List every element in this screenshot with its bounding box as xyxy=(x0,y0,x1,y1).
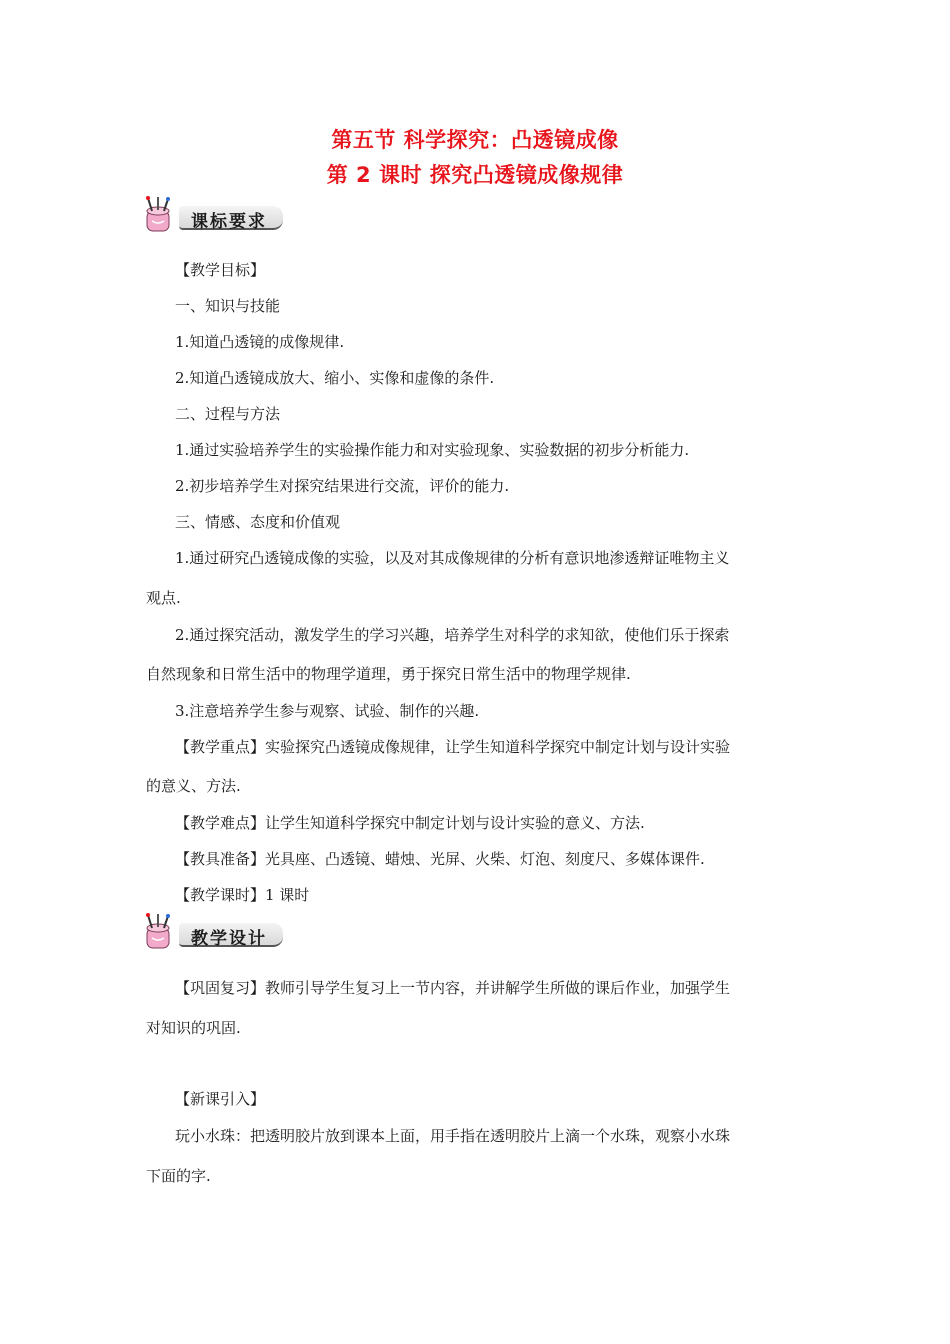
page-title: 第五节 科学探究：凸透镜成像 xyxy=(331,128,619,152)
review: 【巩固复习】教师引导学生复习上一节内容，并讲解学生所做的课后作业，加强学生 xyxy=(175,979,731,997)
emotion-item-1: 1.通过研究凸透镜成像的实验，以及对其成像规律的分析有意识地渗透辩证唯物主义 xyxy=(175,549,730,567)
emotion-item-3: 3.注意培养学生参与观察、试验、制作的兴趣. xyxy=(175,702,480,720)
intro-text-cont: 下面的字. xyxy=(146,1167,211,1185)
section-banner-curriculum xyxy=(143,195,285,235)
knowledge-item-1: 1.知道凸透镜的成像规律. xyxy=(175,333,345,351)
process-item-2: 2.初步培养学生对探究结果进行交流，评价的能力. xyxy=(175,477,510,495)
page-subtitle: 第 2 课时 探究凸透镜成像规律 xyxy=(326,163,624,187)
key-points: 【教学重点】实验探究凸透镜成像规律，让学生知道科学探究中制定计划与设计实验 xyxy=(175,738,731,756)
knowledge-item-2: 2.知道凸透镜成放大、缩小、实像和虚像的条件. xyxy=(175,369,495,387)
intro-heading: 【新课引入】 xyxy=(175,1090,266,1108)
equipment: 【教具准备】光具座、凸透镜、蜡烛、光屏、火柴、灯泡、刻度尺、多媒体课件. xyxy=(175,850,705,868)
emotion-item-1-cont: 观点. xyxy=(146,589,181,607)
intro-text: 玩小水珠：把透明胶片放到课本上面，用手指在透明胶片上滴一个水珠，观察小水珠 xyxy=(175,1127,731,1145)
pen-holder-icon xyxy=(143,195,183,235)
section-banner-design xyxy=(143,912,285,952)
objectives-heading: 【教学目标】 xyxy=(175,261,266,279)
knowledge-heading: 一、知识与技能 xyxy=(175,297,281,315)
emotion-item-2: 2.通过探究活动，激发学生的学习兴趣，培养学生对科学的求知欲，使他们乐于探索 xyxy=(175,626,730,644)
section-label: 教学设计 xyxy=(191,929,267,949)
review-cont: 对知识的巩固. xyxy=(146,1019,241,1037)
key-points-cont: 的意义、方法. xyxy=(146,777,241,795)
difficulty: 【教学难点】让学生知道科学探究中制定计划与设计实验的意义、方法. xyxy=(175,814,645,832)
emotion-item-2-cont: 自然现象和日常生活中的物理学道理，勇于探究日常生活中的物理学规律. xyxy=(146,665,631,683)
pen-holder-icon xyxy=(143,912,183,952)
process-item-1: 1.通过实验培养学生的实验操作能力和对实验现象、实验数据的初步分析能力. xyxy=(175,441,690,459)
emotion-heading: 三、情感、态度和价值观 xyxy=(175,513,341,531)
section-label: 课标要求 xyxy=(191,212,267,232)
process-heading: 二、过程与方法 xyxy=(175,405,281,423)
class-hours: 【教学课时】1 课时 xyxy=(175,886,310,904)
